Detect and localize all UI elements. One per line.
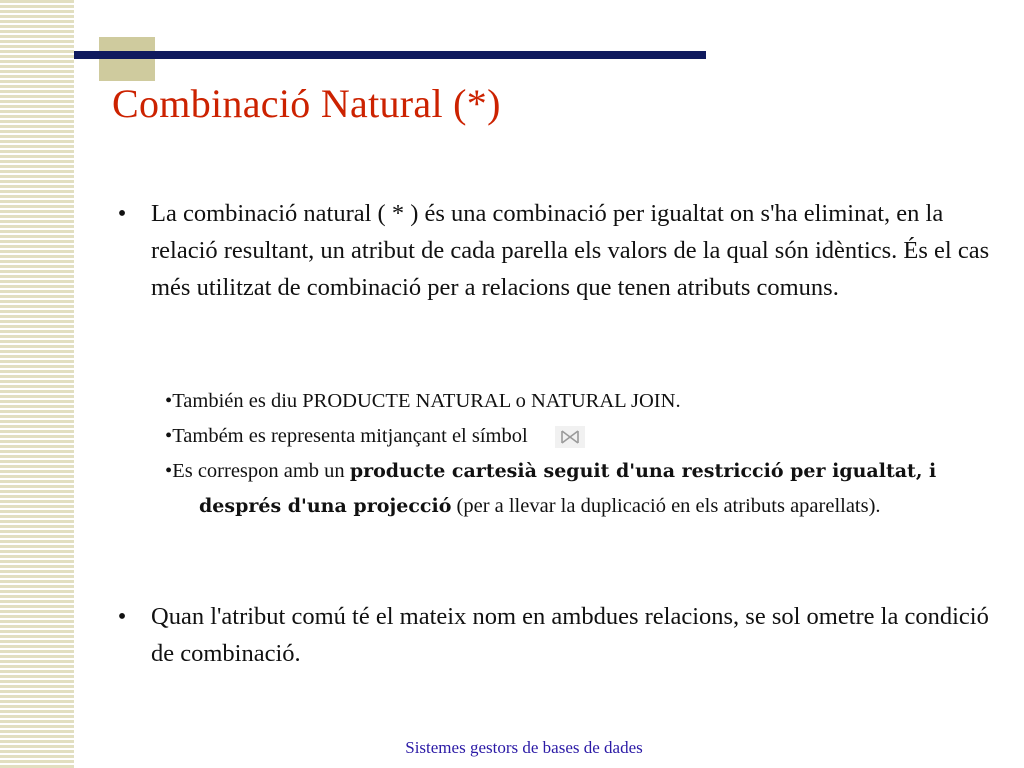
sub-bullet-dot: •	[165, 425, 173, 447]
bullet-text-2: Quan l'atribut comú té el mateix nom en ambdues relacions, se sol ometre la condició de combinació.	[151, 603, 989, 667]
title-accent-square	[99, 37, 155, 81]
sub-item-3-bold: producte cartesià seguit d'una restricció per igualtat, i després d'una projecció	[199, 460, 937, 517]
bullet-point-1	[112, 195, 997, 306]
sub-item-2	[165, 419, 965, 454]
sub-item-3	[165, 454, 965, 524]
bullet-dot: •	[117, 603, 127, 630]
bullet-dot: •	[117, 200, 127, 227]
slide-footer: Sistemes gestors de bases de dades	[405, 738, 643, 757]
natural-join-icon	[555, 426, 585, 448]
sub-bullet-dot: •	[165, 390, 173, 412]
slide-title: Combinació Natural (*)	[112, 81, 501, 126]
title-bar	[74, 51, 706, 59]
sub-item-2-text: Também es representa mitjançant el símbol	[172, 425, 528, 447]
sub-item-3-prefix: Es correspon amb un	[172, 460, 345, 482]
sub-bullet-dot: •	[165, 460, 173, 482]
sub-item-1-text: También es diu PRODUCTE NATURAL o NATURAL JOIN.	[172, 390, 681, 412]
bullet-text-1: La combinació natural ( * ) és una combinació per igualtat on s'ha eliminat, en la relació resultant, un atribut de cada parella els valors de la qual són idèntics. És el cas més utilitzat de combinació per a relacions que tenen atributs comuns.	[151, 200, 990, 301]
sub-bullet-list	[165, 384, 965, 524]
decorative-stripes	[0, 0, 74, 768]
bullet-point-2	[112, 598, 997, 672]
sub-item-3-suffix: (per a llevar la duplicació en els atributs aparellats).	[456, 495, 881, 517]
sub-item-1	[165, 384, 965, 419]
